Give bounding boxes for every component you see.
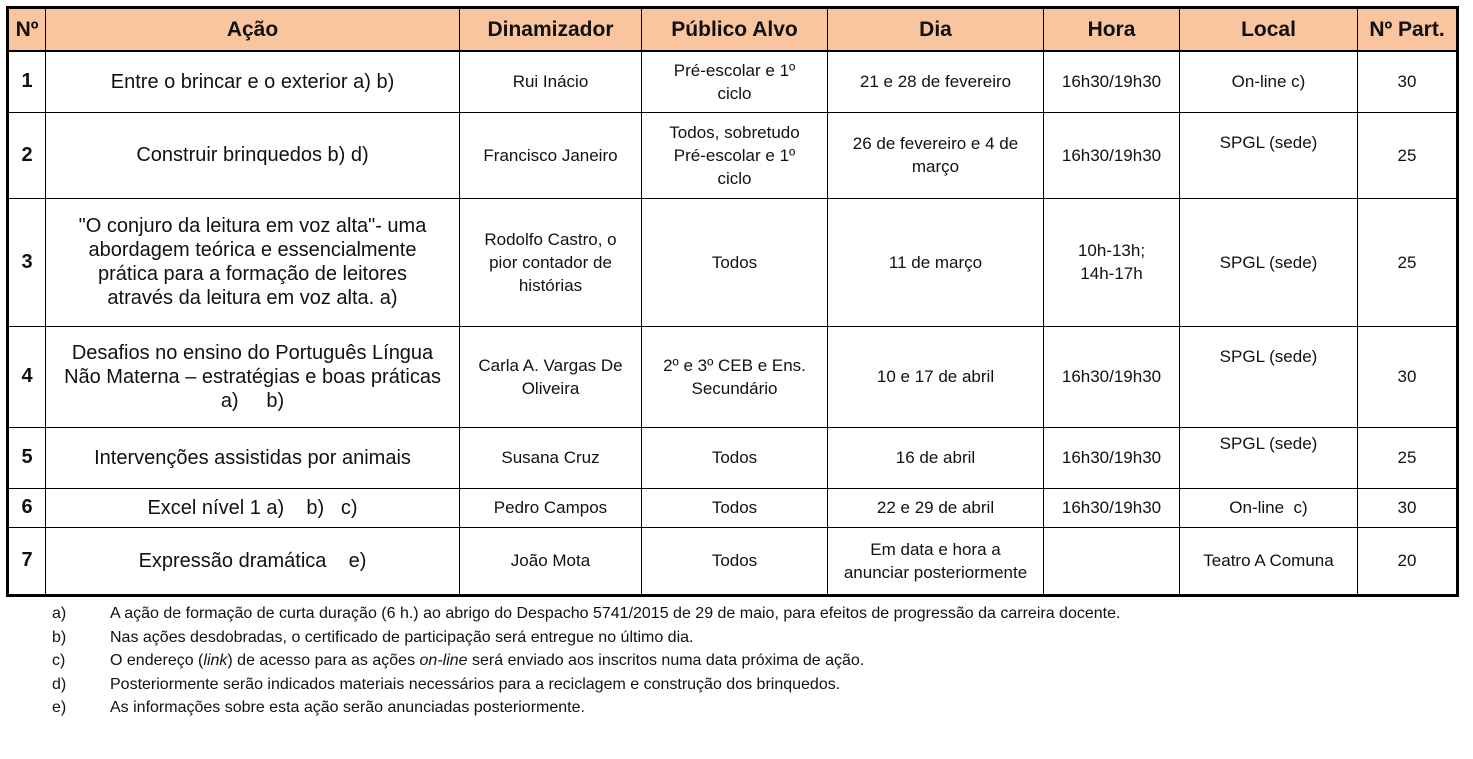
dinamizador-line: Oliveira <box>521 378 580 398</box>
cell-publico <box>642 51 828 112</box>
cell-acao <box>46 527 460 595</box>
footnote <box>52 673 1120 697</box>
dinamizador-line: histórias <box>518 275 583 295</box>
cell-local: On-line c) <box>1180 488 1358 527</box>
acao-line: Excel nível 1 a) b) c) <box>147 496 358 519</box>
hora-line: 16h30/19h30 <box>1061 448 1162 467</box>
cell-local: SPGL (sede) <box>1180 198 1358 326</box>
header-row <box>8 8 1458 52</box>
publico-line: Pré-escolar e 1º <box>673 145 796 165</box>
header-hora: Hora <box>1044 8 1180 52</box>
cell-hora <box>1044 198 1180 326</box>
acao-line: Desafios no ensino do Português Língua <box>71 341 434 364</box>
dia-line: 26 de fevereiro e 4 de <box>852 134 1019 153</box>
cell-hora <box>1044 51 1180 112</box>
acao-line: prática para a formação de leitores <box>97 263 408 285</box>
acao-line: Intervenções assistidas por animais <box>94 446 411 469</box>
hora-line: 10h-13h; <box>1077 241 1146 260</box>
dinamizador-line: Rodolfo Castro, o <box>484 229 617 249</box>
cell-num: 2 <box>8 112 46 198</box>
publico-line: Todos <box>711 448 758 467</box>
cell-publico <box>642 112 828 198</box>
publico-line: Todos <box>711 498 758 517</box>
footnote <box>52 626 1120 650</box>
header-acao: Ação <box>46 8 460 52</box>
cell-hora <box>1044 527 1180 595</box>
cell-num: 6 <box>8 488 46 527</box>
dia-line: 11 de março <box>888 252 983 272</box>
table-row <box>8 51 1458 112</box>
publico-line: Todos <box>711 551 758 570</box>
cell-num: 5 <box>8 427 46 488</box>
cell-dia <box>828 527 1044 595</box>
cell-acao <box>46 488 460 527</box>
dia-line: 10 e 17 de abril <box>876 367 995 386</box>
footnote-marker: e) <box>52 699 67 716</box>
cell-dinamizador: Rui Inácio <box>460 51 642 112</box>
cell-acao <box>46 427 460 488</box>
cell-part: 25 <box>1358 427 1458 488</box>
acao-line: Não Materna – estratégias e boas práticas <box>64 365 441 388</box>
acao-line: Construir brinquedos b) d) <box>136 144 369 166</box>
cell-local: SPGL (sede) <box>1180 326 1358 427</box>
cell-acao <box>46 326 460 427</box>
cell-dinamizador: Pedro Campos <box>460 488 642 527</box>
dia-line: março <box>911 157 960 176</box>
header-local: Local <box>1180 8 1358 52</box>
publico-line: ciclo <box>717 168 752 188</box>
cell-num: 4 <box>8 326 46 427</box>
cell-num: 7 <box>8 527 46 595</box>
acao-line: a) b) <box>220 389 285 412</box>
header-num: Nº <box>8 8 46 52</box>
dia-line: Em data e hora a <box>870 539 1001 559</box>
table-row <box>8 112 1458 198</box>
publico-line: ciclo <box>717 83 752 103</box>
cell-part: 25 <box>1358 198 1458 326</box>
dia-line: 22 e 29 de abril <box>876 498 995 517</box>
cell-part: 20 <box>1358 527 1458 595</box>
cell-local: SPGL (sede) <box>1180 427 1358 488</box>
table-row <box>8 427 1458 488</box>
cell-acao <box>46 112 460 198</box>
cell-hora <box>1044 112 1180 198</box>
acao-line: Entre o brincar e o exterior a) b) <box>110 70 395 93</box>
footnote-marker: c) <box>52 652 66 669</box>
cell-part: 25 <box>1358 112 1458 198</box>
cell-publico <box>642 527 828 595</box>
publico-line: Pré-escolar e 1º <box>673 60 796 80</box>
footnote-text-part: ) de acesso para as ações <box>227 652 420 669</box>
cell-publico <box>642 427 828 488</box>
footnote-text-part: O endereço ( <box>110 652 204 669</box>
footnote-italic-link: link <box>203 652 228 669</box>
footnote-italic-online: on-line <box>419 652 468 669</box>
cell-hora <box>1044 326 1180 427</box>
cell-dia <box>828 488 1044 527</box>
publico-line: Todos, sobretudo <box>669 122 800 142</box>
publico-line: Secundário <box>691 378 778 398</box>
dinamizador-line: Carla A. Vargas De <box>478 355 623 375</box>
cell-dinamizador: João Mota <box>460 527 642 595</box>
footnote-text: Nas ações desdobradas, o certificado de participação será entregue no último dia. <box>110 628 694 646</box>
hora-line: 16h30/19h30 <box>1061 498 1162 517</box>
cell-publico <box>642 326 828 427</box>
dinamizador-line: pior contador de <box>489 252 612 272</box>
actions-table <box>6 6 1459 597</box>
footnotes <box>52 602 1120 720</box>
cell-dia <box>828 112 1044 198</box>
footnote-text: A ação de formação de curta duração (6 h.) ao abrigo do Despacho 5741/2015 de 29 de maio, para efeitos de progressão da carreira docente. <box>110 605 1121 622</box>
acao-line: Expressão dramática e) <box>138 549 367 572</box>
cell-dia <box>828 51 1044 112</box>
acao-line: "O conjuro da leitura em voz alta"- uma <box>78 215 427 237</box>
cell-part: 30 <box>1358 51 1458 112</box>
cell-dia <box>828 326 1044 427</box>
cell-num: 1 <box>8 51 46 112</box>
cell-acao <box>46 198 460 326</box>
cell-num: 3 <box>8 198 46 326</box>
cell-part: 30 <box>1358 488 1458 527</box>
acao-line: através da leitura em voz alta. a) <box>107 287 398 309</box>
cell-dinamizador: Susana Cruz <box>460 427 642 488</box>
cell-hora <box>1044 427 1180 488</box>
footnote-marker: b) <box>52 628 67 646</box>
footnote-marker: d) <box>52 675 67 693</box>
table-row <box>8 326 1458 427</box>
footnote-text-part: será enviado aos inscritos numa data próxima de ação. <box>467 652 865 669</box>
dia-line: 21 e 28 de fevereiro <box>859 72 1012 92</box>
header-part: Nº Part. <box>1358 8 1458 52</box>
publico-line: Todos <box>711 252 758 272</box>
cell-dinamizador <box>460 326 642 427</box>
footnote-marker: a) <box>52 605 67 622</box>
cell-publico <box>642 198 828 326</box>
cell-dia <box>828 427 1044 488</box>
cell-acao <box>46 51 460 112</box>
footnote <box>52 696 1120 720</box>
hora-line: 16h30/19h30 <box>1061 367 1162 386</box>
footnote <box>52 649 1120 673</box>
publico-line: 2º e 3º CEB e Ens. <box>663 355 806 375</box>
hora-line: 14h-17h <box>1080 264 1143 283</box>
hora-line: 16h30/19h30 <box>1061 72 1162 92</box>
dia-line: anunciar posteriormente <box>843 562 1028 582</box>
dia-line: 16 de abril <box>895 448 976 467</box>
cell-local: SPGL (sede) <box>1180 112 1358 198</box>
cell-hora <box>1044 488 1180 527</box>
cell-part: 30 <box>1358 326 1458 427</box>
cell-local: On-line c) <box>1180 51 1358 112</box>
footnote <box>52 602 1120 626</box>
cell-dinamizador <box>460 198 642 326</box>
cell-dinamizador: Francisco Janeiro <box>460 112 642 198</box>
header-dinamizador: Dinamizador <box>460 8 642 52</box>
table-row <box>8 527 1458 595</box>
table-row <box>8 488 1458 527</box>
footnote-text: As informações sobre esta ação serão anunciadas posteriormente. <box>110 699 585 716</box>
cell-local: Teatro A Comuna <box>1180 527 1358 595</box>
footnote-text: Posteriormente serão indicados materiais necessários para a reciclagem e construção dos brinquedos. <box>110 675 841 693</box>
header-dia: Dia <box>828 8 1044 52</box>
cell-dia <box>828 198 1044 326</box>
table-row <box>8 198 1458 326</box>
acao-line: abordagem teórica e essencialmente <box>88 239 417 261</box>
hora-line: 16h30/19h30 <box>1061 145 1162 165</box>
cell-publico <box>642 488 828 527</box>
header-publico: Público Alvo <box>642 8 828 52</box>
